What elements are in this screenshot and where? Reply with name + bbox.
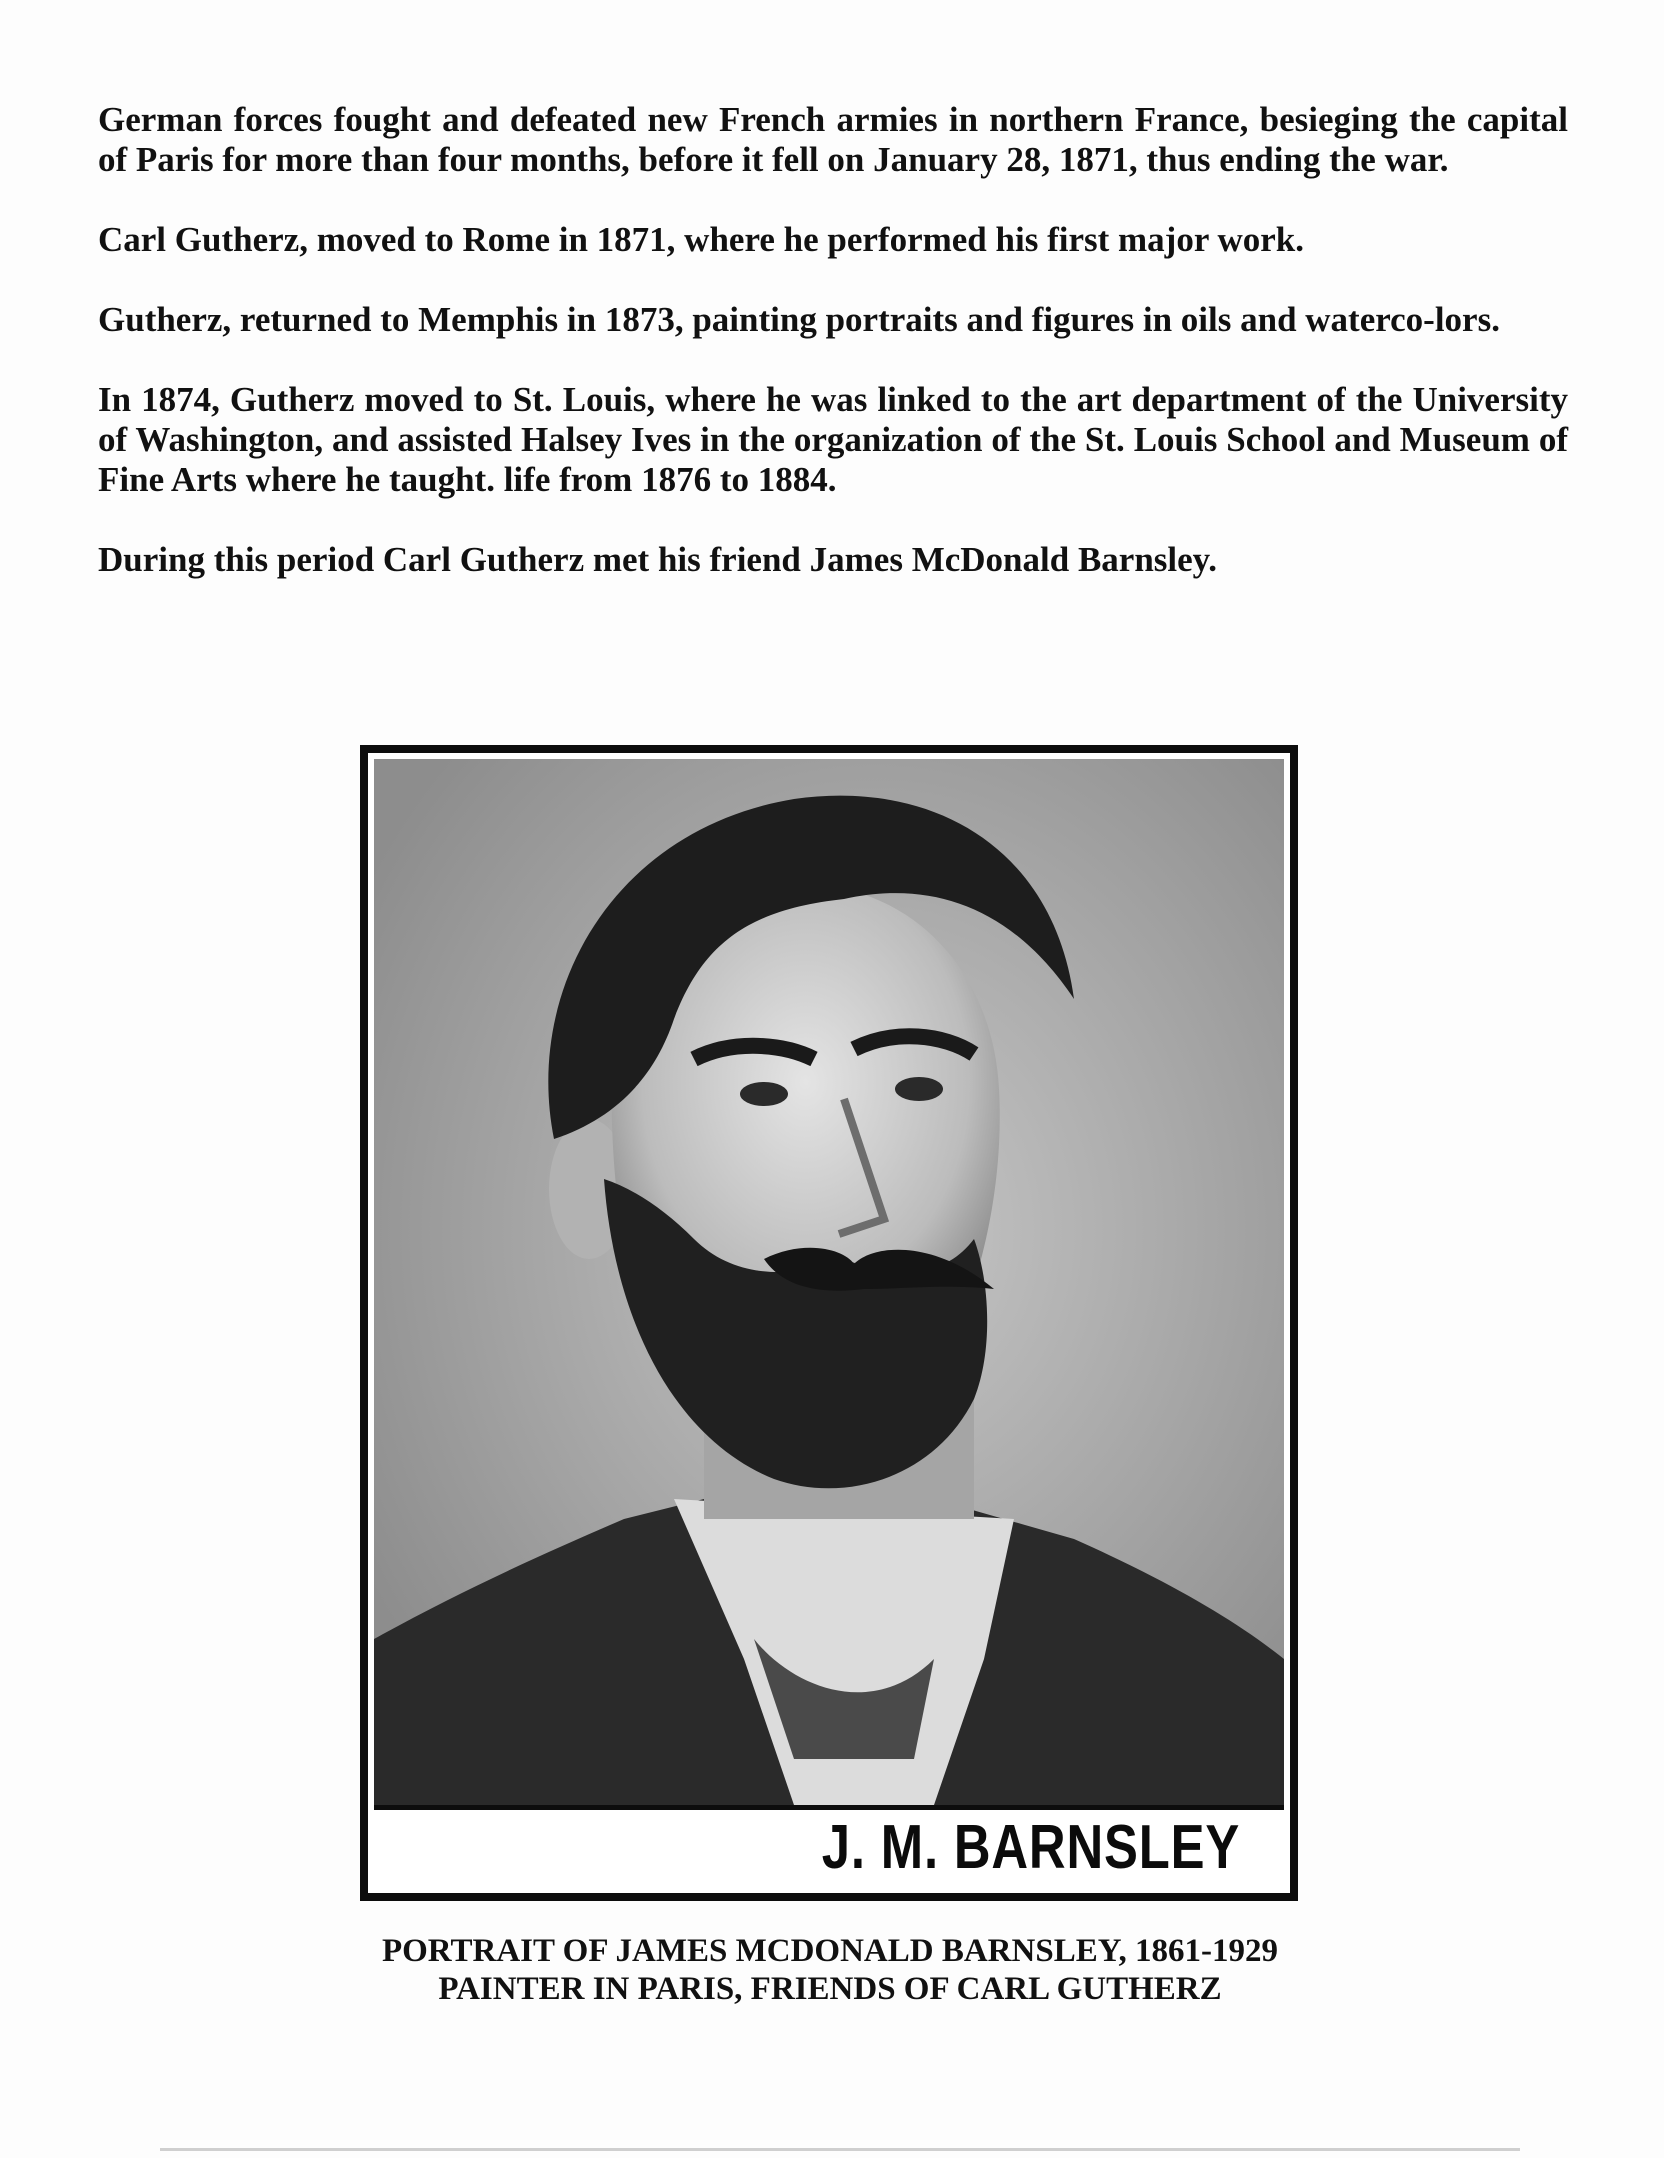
- portrait-frame: [360, 745, 1298, 1901]
- portrait-photo: [374, 759, 1284, 1805]
- caption-line-2: PAINTER IN PARIS, FRIENDS OF CARL GUTHERZ: [438, 1971, 1222, 2007]
- paragraph-barnsley: During this period Carl Gutherz met his friend James McDonald Barnsley.: [98, 540, 1217, 579]
- caption-line-1: PORTRAIT OF JAMES MCDONALD BARNSLEY, 1861-1929: [381, 1933, 1279, 1969]
- name-plate: [374, 1805, 1284, 1889]
- paragraph-rome: Carl Gutherz, moved to Rome in 1871, where he performed his first major work.: [98, 220, 1304, 259]
- name-plate-label: J. M. BARNSLEY: [821, 1813, 1240, 1882]
- paragraph-memphis: Gutherz, returned to Memphis in 1873, painting portraits and figures in oils and waterco-lors.: [98, 300, 1500, 339]
- paragraph-war: German forces fought and defeated new French armies in northern France, besieging the capital of Paris for more than four months, before it fell on January 28, 1871, thus ending the war.: [98, 100, 1568, 179]
- portrait-illustration: [374, 759, 1284, 1805]
- bottom-rule: [160, 2148, 1520, 2151]
- portrait-caption: [200, 1932, 1460, 2008]
- body-text: [98, 100, 1568, 620]
- paragraph-st-louis: In 1874, Gutherz moved to St. Louis, where he was linked to the art department of the University of Washington, and assisted Halsey Ives in the organization of the St. Louis School and Museum of Fine Arts where he taught. life from 1876 to 1884.: [98, 380, 1568, 499]
